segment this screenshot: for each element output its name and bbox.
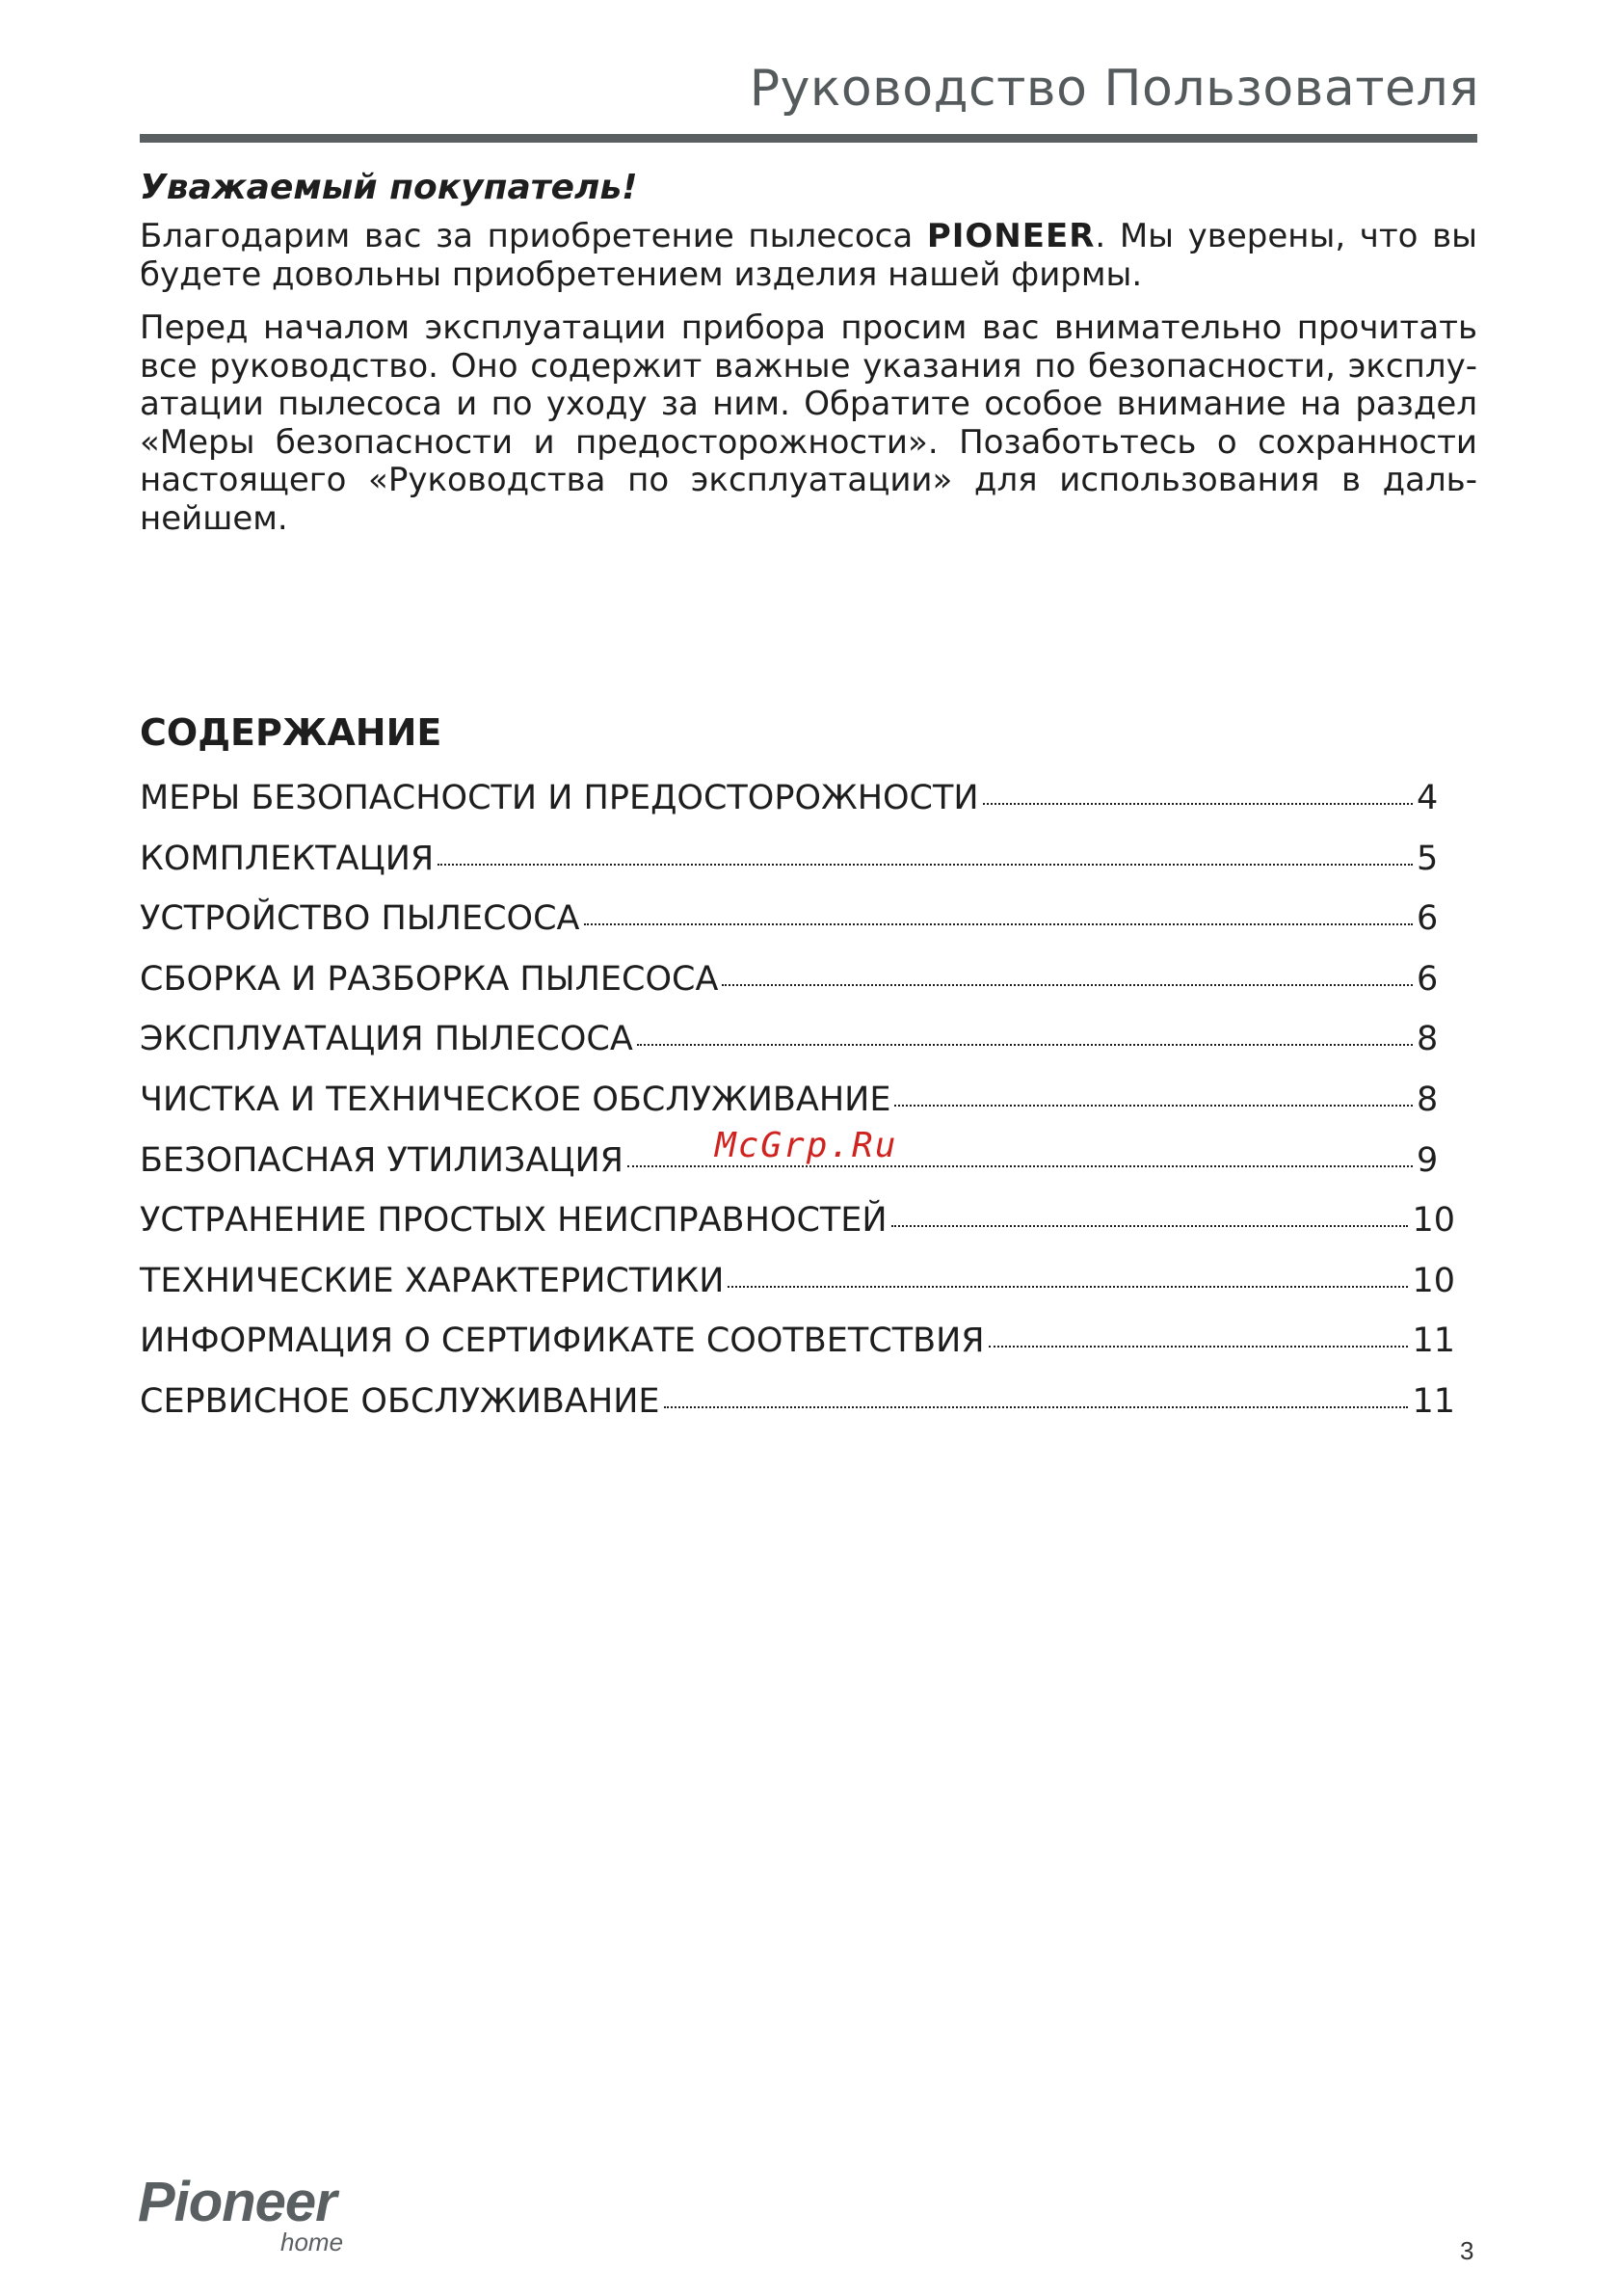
toc-entry-page: 5 (1417, 839, 1439, 878)
watermark-text: McGrp.Ru (715, 1126, 898, 1165)
toc-entry-page: 10 (1412, 1201, 1455, 1241)
toc-entry[interactable] (140, 1377, 1455, 1438)
toc-leader-dots (989, 1346, 1409, 1348)
toc-leader-dots (894, 1105, 1413, 1107)
toc-entry-title: ИНФОРМАЦИЯ О СЕРТИФИКАТЕ СООТВЕТСТВИЯ (140, 1322, 985, 1361)
page-number: 3 (1460, 2236, 1474, 2265)
toc-entry-title: СБОРКА И РАЗБОРКА ПЫЛЕСОСА (140, 959, 719, 999)
toc-entry-title: УСТРАНЕНИЕ ПРОСТЫХ НЕИСПРАВНОСТЕЙ (140, 1201, 888, 1241)
intro-paragraph-1 (140, 218, 1477, 294)
toc-entry[interactable] (140, 1257, 1455, 1318)
logo-subline: home (280, 2228, 344, 2256)
toc-entry[interactable] (140, 1015, 1455, 1076)
toc-entry[interactable] (140, 1196, 1455, 1257)
toc-entry-page: 10 (1412, 1261, 1455, 1300)
toc-list (140, 774, 1455, 1438)
toc-leader-dots (728, 1286, 1408, 1288)
toc-entry[interactable] (140, 955, 1455, 1016)
toc-leader-dots (637, 1044, 1413, 1046)
toc-entry-page: 6 (1417, 899, 1439, 939)
toc-leader-dots (722, 984, 1413, 986)
toc-heading: СОДЕРЖАНИЕ (140, 711, 442, 754)
toc-entry-title: БЕЗОПАСНАЯ УТИЛИЗАЦИЯ (140, 1140, 623, 1180)
toc-entry-page: 11 (1412, 1322, 1455, 1361)
toc-leader-dots (891, 1225, 1409, 1227)
pioneer-home-logo (138, 2171, 344, 2256)
toc-leader-dots (584, 923, 1414, 925)
toc-entry-title: МЕРЫ БЕЗОПАСНОСТИ И ПРЕДОСТОРОЖНОСТИ (140, 779, 979, 817)
toc-entry[interactable] (140, 774, 1455, 835)
intro-paragraph-2: Перед началом эксплуатации прибора просим вас внимательно прочитать все руководство. Оно содержит важные указания по безопасности, эксплуатации пылесоса и по уходу за ним. Обратите особое внимание на раздел «Меры безопасности и предосторожности». Позаботьтесь о сохранности настоящего «Руководства по эксплуатации» для использования в дальнейшем. (140, 308, 1477, 538)
toc-entry-title: УСТРОЙСТВО ПЫЛЕСОСА (140, 899, 580, 939)
toc-entry-title: ЧИСТКА И ТЕХНИЧЕСКОЕ ОБСЛУЖИВАНИЕ (140, 1080, 891, 1119)
toc-entry[interactable] (140, 835, 1455, 895)
page-header-title: Руководство Пользователя (749, 60, 1479, 118)
greeting-heading: Уважаемый покупатель! (140, 168, 638, 207)
toc-leader-dots (664, 1406, 1409, 1408)
toc-leader-dots (983, 803, 1413, 805)
toc-entry[interactable] (140, 894, 1455, 955)
toc-entry-page: 6 (1417, 959, 1439, 999)
header-divider (140, 134, 1477, 143)
toc-entry[interactable] (140, 1317, 1455, 1377)
toc-entry-title: СЕРВИСНОЕ ОБСЛУЖИВАНИЕ (140, 1381, 660, 1421)
toc-entry-title: КОМПЛЕКТАЦИЯ (140, 839, 435, 878)
toc-entry-title: ТЕХНИЧЕСКИЕ ХАРАКТЕРИСТИКИ (140, 1261, 725, 1300)
toc-entry-page: 8 (1417, 1080, 1439, 1119)
intro-text-before-brand: Благодарим вас за приобретение пылесоса (140, 217, 927, 255)
brand-name: PIONEER (926, 217, 1096, 255)
toc-entry-page: 9 (1417, 1140, 1439, 1180)
logo-wordmark: Pioneer (138, 2171, 336, 2233)
toc-leader-dots (438, 864, 1413, 866)
toc-entry-page: 4 (1417, 779, 1439, 817)
intro-text-after-brand: . Мы уверены, что вы будете довольны приобретением изделия нашей фирмы. (140, 217, 1477, 294)
toc-entry-page: 8 (1417, 1020, 1439, 1059)
toc-entry-title: ЭКСПЛУАТАЦИЯ ПЫЛЕСОСА (140, 1020, 633, 1059)
toc-entry-page: 11 (1412, 1381, 1455, 1421)
